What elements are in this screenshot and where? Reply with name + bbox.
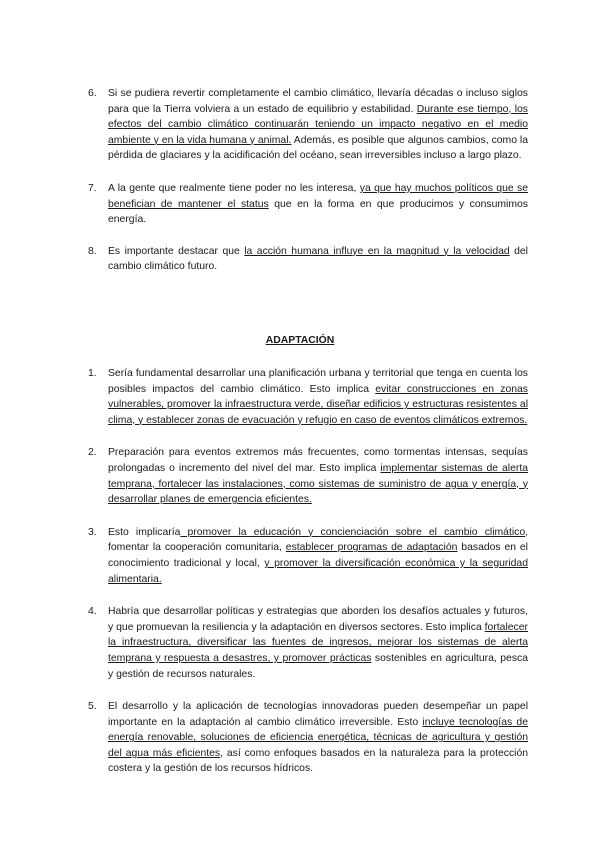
- list-item-text: [108, 699, 528, 777]
- list-item: [0, 366, 600, 428]
- text-segment: , así como enfoques basados en la naturaleza para la protección costera y la gestión de los recursos hídricos.: [108, 747, 529, 775]
- list-item-text: [108, 445, 528, 507]
- list-item: [0, 445, 600, 507]
- list-item: [0, 86, 600, 164]
- list-item-text: [108, 366, 528, 428]
- list-item-number: 8.: [88, 245, 97, 257]
- list-item: [0, 244, 600, 275]
- text-segment: Es importante destacar que: [108, 245, 245, 257]
- list-item-number: 6.: [88, 88, 97, 99]
- text-segment: Si se pudiera revertir completamente el cambio climático, llevaría décadas o incluso siglos para que la Tierra volviera a un estado de equilibrio y estabilidad.: [108, 88, 528, 115]
- list-item: [0, 699, 600, 777]
- text-segment: que en la forma en que producimos y consumimos energía.: [108, 198, 528, 226]
- list-item-text: [108, 604, 528, 682]
- text-segment: , fomentar la cooperación comunitaria,: [108, 526, 529, 554]
- text-segment: sostenibles en agricultura, pesca y gestión de recursos naturales.: [108, 652, 528, 680]
- text-segment: Habría que desarrollar políticas y estrategias que aborden los desafíos actuales y futuros, y que promuevan la resiliencia y la adaptación en diversos sectores. Esto implica: [108, 606, 528, 633]
- section-heading: ADAPTACIÓN: [265, 335, 335, 346]
- adaptation-numbered-list: [0, 366, 600, 777]
- text-segment: Preparación para eventos extremos más frecuentes, como tormentas intensas, sequías prolongadas o incremento del nivel del mar. Esto implica: [108, 447, 528, 474]
- list-item-text: [108, 86, 528, 164]
- underlined-text: evitar construcciones en zonas vulnerables, promover la infraestructura verde, diseñar edificios y estructuras resistentes al clima, y establecer zonas de evacuación y refugio en caso de eventos climáticos extremos.: [108, 383, 528, 426]
- top-numbered-list: [0, 86, 600, 275]
- list-item-number: 2.: [88, 447, 97, 459]
- underlined-text: la acción humana influye en la magnitud y la velocidad: [244, 245, 510, 257]
- underlined-text: incluye tecnologías de energía renovable, soluciones de eficiencia energética, técnicas de agricultura y gestión del agua más eficientes: [108, 716, 528, 759]
- list-item-number: 4.: [88, 606, 97, 618]
- list-item: [0, 604, 600, 682]
- text-segment: del cambio climático futuro.: [108, 245, 528, 273]
- list-item-number: 7.: [88, 182, 97, 194]
- list-item: [0, 525, 600, 587]
- underlined-text: implementar sistemas de alerta temprana, fortalecer las instalaciones, como sistemas de suministro de agua y energía, y desarrollar planes de emergencia eficientes.: [108, 462, 529, 506]
- list-item-number: 3.: [88, 526, 97, 538]
- underlined-text: promover la educación y concienciación sobre el cambio climático: [180, 526, 526, 538]
- list-item: [0, 181, 600, 228]
- list-item-text: [108, 244, 528, 275]
- underlined-text: fortalecer la infraestructura, diversificar las fuentes de ingresos, mejorar los sistemas de alerta temprana y respuesta a desastres, y promover prácticas: [108, 621, 528, 664]
- text-segment: Sería fundamental desarrollar una planificación urbana y territorial que tenga en cuenta los posibles impactos del cambio climático. Esto implica: [108, 368, 528, 395]
- text-segment: A la gente que realmente tiene poder no les interesa,: [108, 182, 360, 194]
- list-item-number: 5.: [88, 701, 97, 713]
- underlined-text: y promover la diversificación económica y la seguridad alimentaria.: [108, 557, 528, 585]
- text-segment: basados en el conocimiento tradicional y local,: [108, 542, 528, 569]
- underlined-text: establecer programas de adaptación: [285, 542, 458, 554]
- list-item-number: 1.: [88, 368, 97, 379]
- list-item-text: [108, 181, 528, 228]
- underlined-text: ya que hay muchos políticos que se benefician de mantener el status: [108, 182, 528, 210]
- text-segment: Esto implicaría: [108, 526, 181, 538]
- text-segment: Además, es posible que algunos cambios, como la pérdida de glaciares y la acidificación del océano, sean irreversibles incluso a largo plazo.: [108, 134, 528, 162]
- underlined-text: Durante ese tiempo, los efectos del cambio climático continuarán teniendo un impacto negativo en el medio ambiente y en la vida humana y animal.: [108, 103, 528, 146]
- text-segment: El desarrollo y la aplicación de tecnologías innovadoras pueden desempeñar un papel importante en la adaptación al cambio climático irreversible. Esto: [108, 701, 528, 728]
- list-item-text: [108, 525, 528, 587]
